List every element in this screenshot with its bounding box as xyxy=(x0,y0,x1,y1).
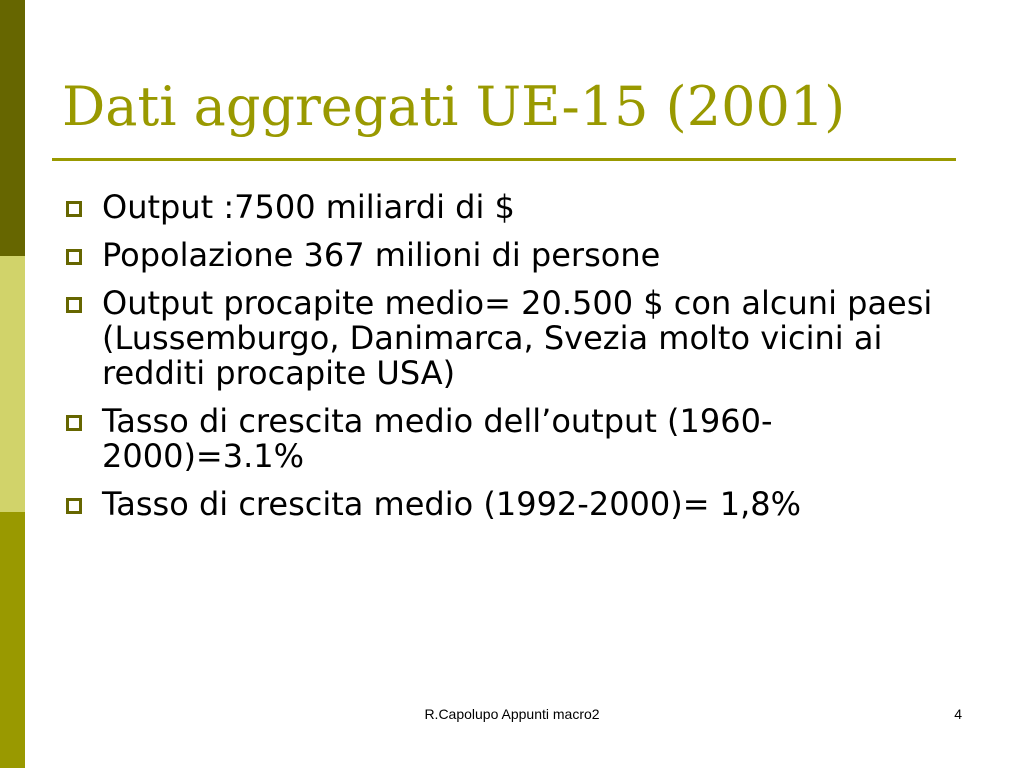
bullet-text: Popolazione 367 milioni di persone xyxy=(102,236,661,274)
bullet-text: Tasso di crescita medio (1992-2000)= 1,8% xyxy=(102,485,802,523)
side-bar-middle-segment xyxy=(0,256,25,512)
bullet-text: Output procapite medio= 20.500 $ con alcuni paesi (Lussemburgo, Danimarca, Svezia molto vicini ai redditi procapite USA) xyxy=(102,284,933,392)
title-underline-rule xyxy=(52,158,956,161)
slide-title: Dati aggregati UE-15 (2001) xyxy=(62,75,846,138)
bullet-item-growth-rate-1960-2000 xyxy=(60,404,955,474)
bullet-list xyxy=(60,190,955,535)
hollow-square-icon xyxy=(66,249,82,265)
page-number: 4 xyxy=(954,706,962,722)
bullet-item-growth-rate-1992-2000 xyxy=(60,487,955,522)
footer-text: R.Capolupo Appunti macro2 xyxy=(424,706,600,722)
bullet-item-per-capita-output xyxy=(60,286,955,391)
bullet-item-population xyxy=(60,238,955,273)
hollow-square-icon xyxy=(66,201,82,217)
hollow-square-icon xyxy=(66,297,82,313)
hollow-square-icon xyxy=(66,415,82,431)
side-bar-top-segment xyxy=(0,0,25,256)
bullet-item-output xyxy=(60,190,955,225)
bullet-text: Output :7500 miliardi di $ xyxy=(102,188,515,226)
hollow-square-icon xyxy=(66,498,82,514)
bullet-text: Tasso di crescita medio dell’output (1960-2000)=3.1% xyxy=(102,402,773,475)
side-bar-bottom-segment xyxy=(0,512,25,768)
